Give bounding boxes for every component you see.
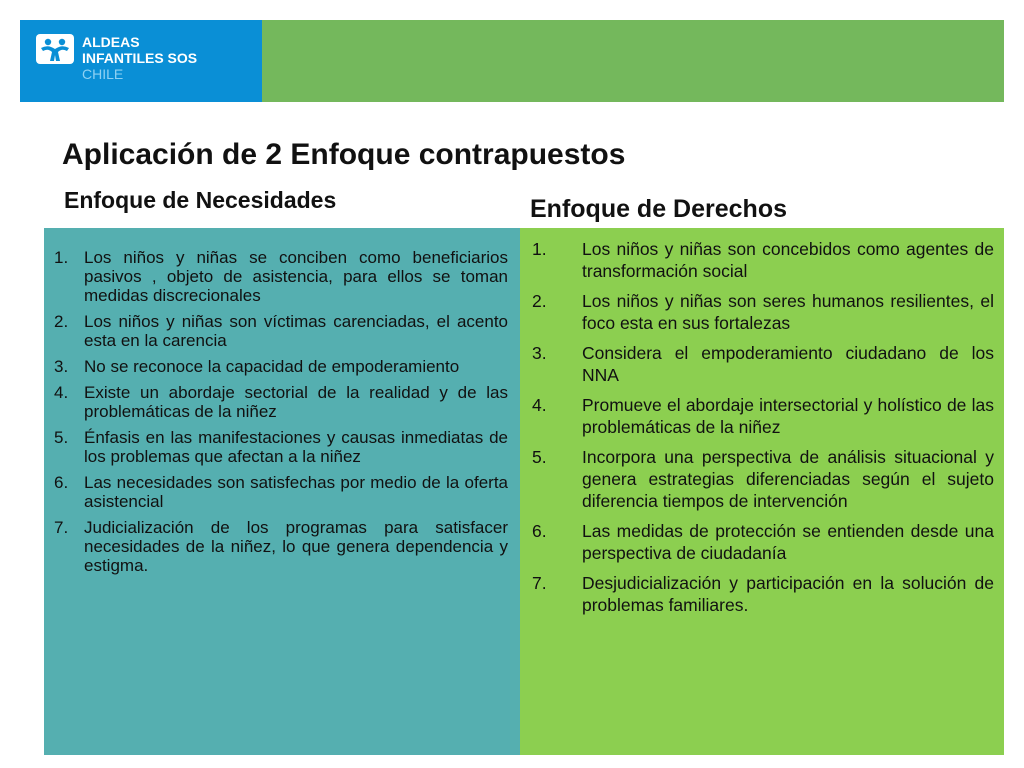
- item-text: Judicialización de los programas para satisfacer necesidades de la niñez, lo que genera dependencia y estigma.: [84, 518, 508, 575]
- organization-logo-text: [82, 34, 197, 82]
- list-item: [532, 342, 994, 386]
- needs-approach-box: [44, 228, 520, 755]
- item-text: Los niños y niñas son concebidos como agentes de transformación social: [582, 239, 994, 281]
- list-item: [532, 238, 994, 282]
- item-number: 6.: [532, 521, 547, 541]
- item-number: 7.: [532, 573, 547, 593]
- header-logo-band: [20, 20, 262, 102]
- item-number: 6.: [54, 473, 69, 492]
- item-number: 2.: [54, 312, 69, 331]
- item-text: Existe un abordaje sectorial de la realidad y de las problemáticas de la niñez: [84, 383, 508, 421]
- item-text: Los niños y niñas son víctimas carenciadas, el acento esta en la carencia: [84, 312, 508, 350]
- item-number: 4.: [54, 383, 69, 402]
- list-item: [54, 473, 508, 511]
- list-item: [54, 248, 508, 305]
- item-number: 5.: [54, 428, 69, 447]
- item-text: Los niños y niñas se conciben como beneficiarios pasivos , objeto de asistencia, para ellos se toman medidas discrecionales: [84, 248, 508, 305]
- list-item: [54, 312, 508, 350]
- item-text: Los niños y niñas son seres humanos resilientes, el foco esta en sus fortalezas: [582, 291, 994, 333]
- needs-approach-heading: Enfoque de Necesidades: [64, 187, 337, 213]
- item-number: 2.: [532, 291, 547, 311]
- item-number: 3.: [54, 357, 69, 376]
- item-number: 4.: [532, 395, 547, 415]
- list-item: [54, 428, 508, 466]
- item-text: Las medidas de protección se entienden desde una perspectiva de ciudadanía: [582, 521, 994, 563]
- list-item: [54, 357, 508, 376]
- item-text: Promueve el abordaje intersectorial y holístico de las problemáticas de la niñez: [582, 395, 994, 437]
- list-item: [532, 572, 994, 616]
- item-number: 1.: [532, 239, 547, 259]
- item-text: Incorpora una perspectiva de análisis situacional y genera estrategias diferenciadas según el sujeto diferencia tiempos de intervención: [582, 447, 994, 511]
- logo-line-2: INFANTILES SOS: [82, 50, 198, 66]
- item-text: No se reconoce la capacidad de empoderamiento: [84, 357, 460, 376]
- list-item: [54, 383, 508, 421]
- logo-line-1: ALDEAS: [82, 34, 140, 50]
- logo-line-3: CHILE: [82, 66, 124, 82]
- item-number: 7.: [54, 518, 69, 537]
- header-green-band: [262, 20, 1004, 102]
- needs-approach-list: [54, 248, 508, 575]
- list-item: [532, 520, 994, 564]
- list-item: [532, 290, 994, 334]
- list-item: [54, 518, 508, 575]
- item-text: Énfasis en las manifestaciones y causas inmediatas de los problemas que afectan a la niñez: [84, 428, 508, 466]
- rights-approach-list: [532, 238, 994, 616]
- list-item: [532, 394, 994, 438]
- item-text: Considera el empoderamiento ciudadano de los NNA: [582, 343, 994, 385]
- slide-title: Aplicación de 2 Enfoque contrapuestos: [62, 138, 626, 171]
- rights-approach-heading: Enfoque de Derechos: [530, 195, 787, 223]
- rights-approach-box: [520, 228, 1004, 755]
- item-number: 1.: [54, 248, 69, 267]
- item-text: Las necesidades son satisfechas por medio de la oferta asistencial: [84, 473, 508, 511]
- list-item: [532, 446, 994, 512]
- item-number: 3.: [532, 343, 547, 363]
- item-number: 5.: [532, 447, 547, 467]
- children-logo-icon: [36, 34, 74, 64]
- item-text: Desjudicialización y participación en la solución de problemas familiares.: [582, 573, 994, 615]
